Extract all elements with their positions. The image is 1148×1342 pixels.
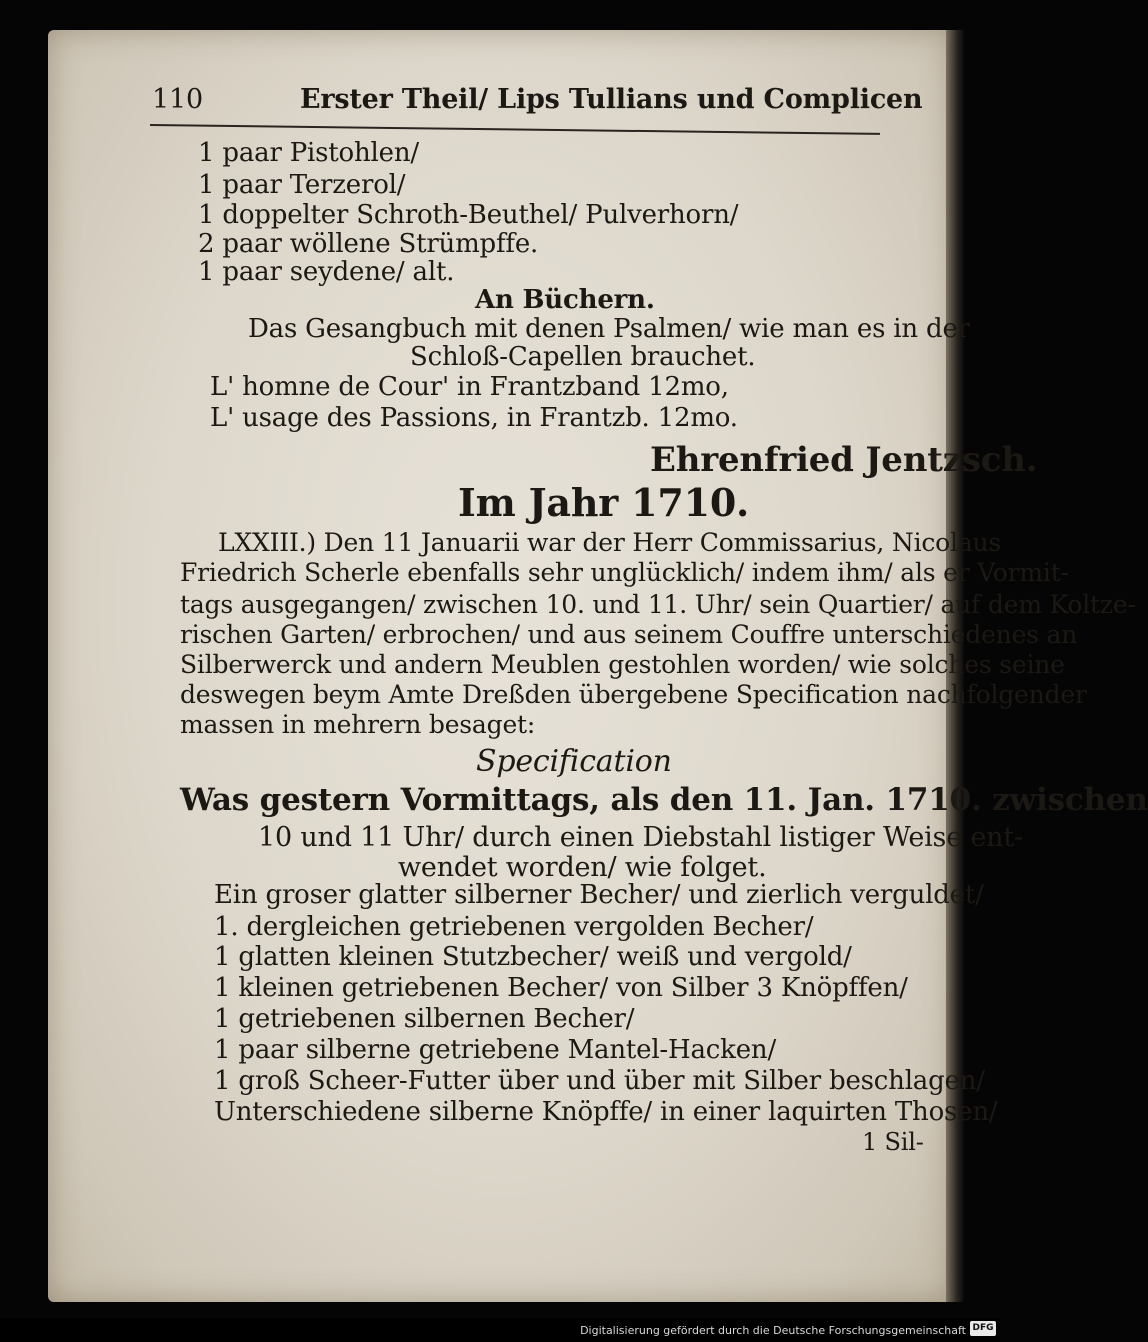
list-item: 1 paar seydene/ alt.: [198, 257, 455, 287]
digitization-credit: Digitalisierung gefördert durch die Deutsche Forschungsgemeinschaft: [580, 1324, 966, 1337]
page-number: 110: [152, 84, 203, 115]
name-heading: Ehrenfried Jentzsch.: [650, 440, 1038, 480]
specification-heading: Specification: [476, 744, 672, 779]
list-item: 1 paar Terzerol/: [198, 170, 406, 200]
list-item: 1 paar Pistohlen/: [198, 138, 419, 168]
year-heading: Im Jahr 1710.: [458, 480, 750, 525]
paragraph-line: rischen Garten/ erbrochen/ und aus seinem Couffre unterschiedenes an: [180, 620, 1078, 649]
paragraph-line: massen in mehrern besaget:: [180, 710, 536, 739]
specification-item: 1 groß Scheer-Futter über und über mit Silber beschlagen/: [214, 1066, 985, 1096]
specification-item: 1 glatten kleinen Stutzbecher/ weiß und vergold/: [214, 942, 852, 972]
specification-item: Unterschiedene silberne Knöpffe/ in einer laquirten Thosen/: [214, 1097, 998, 1127]
paragraph-line: Silberwerck und andern Meublen gestohlen worden/ wie solches seine: [180, 650, 1065, 679]
list-item: 2 paar wöllene Strümpffe.: [198, 229, 539, 259]
specification-title-line: 10 und 11 Uhr/ durch einen Diebstahl listiger Weise ent-: [258, 822, 1023, 853]
book-entry: Schloß-Capellen brauchet.: [410, 342, 756, 372]
specification-title-line: Was gestern Vormittags, als den 11. Jan. 1710. zwischen: [180, 782, 1148, 818]
specification-item: 1. dergleichen getriebenen vergolden Becher/: [214, 912, 814, 942]
list-item: 1 doppelter Schroth-Beuthel/ Pulverhorn/: [198, 200, 739, 230]
specification-item: 1 getriebenen silbernen Becher/: [214, 1004, 635, 1034]
catchword: 1 Sil-: [862, 1128, 924, 1156]
specification-item: Ein groser glatter silberner Becher/ und zierlich verguldet/: [214, 880, 984, 910]
books-heading: An Büchern.: [475, 285, 655, 315]
running-title: Erster Theil/ Lips Tullians und Complicen: [300, 84, 923, 115]
specification-item: 1 kleinen getriebenen Becher/ von Silber 3 Knöpffen/: [214, 973, 908, 1003]
paragraph-line: Friedrich Scherle ebenfalls sehr unglücklich/ indem ihm/ als er Vormit-: [180, 558, 1069, 587]
paragraph-line: deswegen beym Amte Dreßden übergebene Specification nachfolgender: [180, 680, 1087, 709]
book-entry: Das Gesangbuch mit denen Psalmen/ wie man es in der: [248, 314, 970, 344]
specification-item: 1 paar silberne getriebene Mantel-Hacken/: [214, 1035, 776, 1065]
paragraph-line: tags ausgegangen/ zwischen 10. und 11. Uhr/ sein Quartier/ auf dem Koltze-: [180, 590, 1136, 619]
dfg-logo: DFG: [970, 1321, 996, 1336]
specification-title-line: wendet worden/ wie folget.: [398, 852, 767, 883]
paragraph-line: LXXIII.) Den 11 Januarii war der Herr Commissarius, Nicolaus: [218, 528, 1002, 557]
book-entry: L' homne de Cour' in Frantzband 12mo,: [210, 372, 729, 402]
book-entry: L' usage des Passions, in Frantzb. 12mo.: [210, 403, 738, 433]
